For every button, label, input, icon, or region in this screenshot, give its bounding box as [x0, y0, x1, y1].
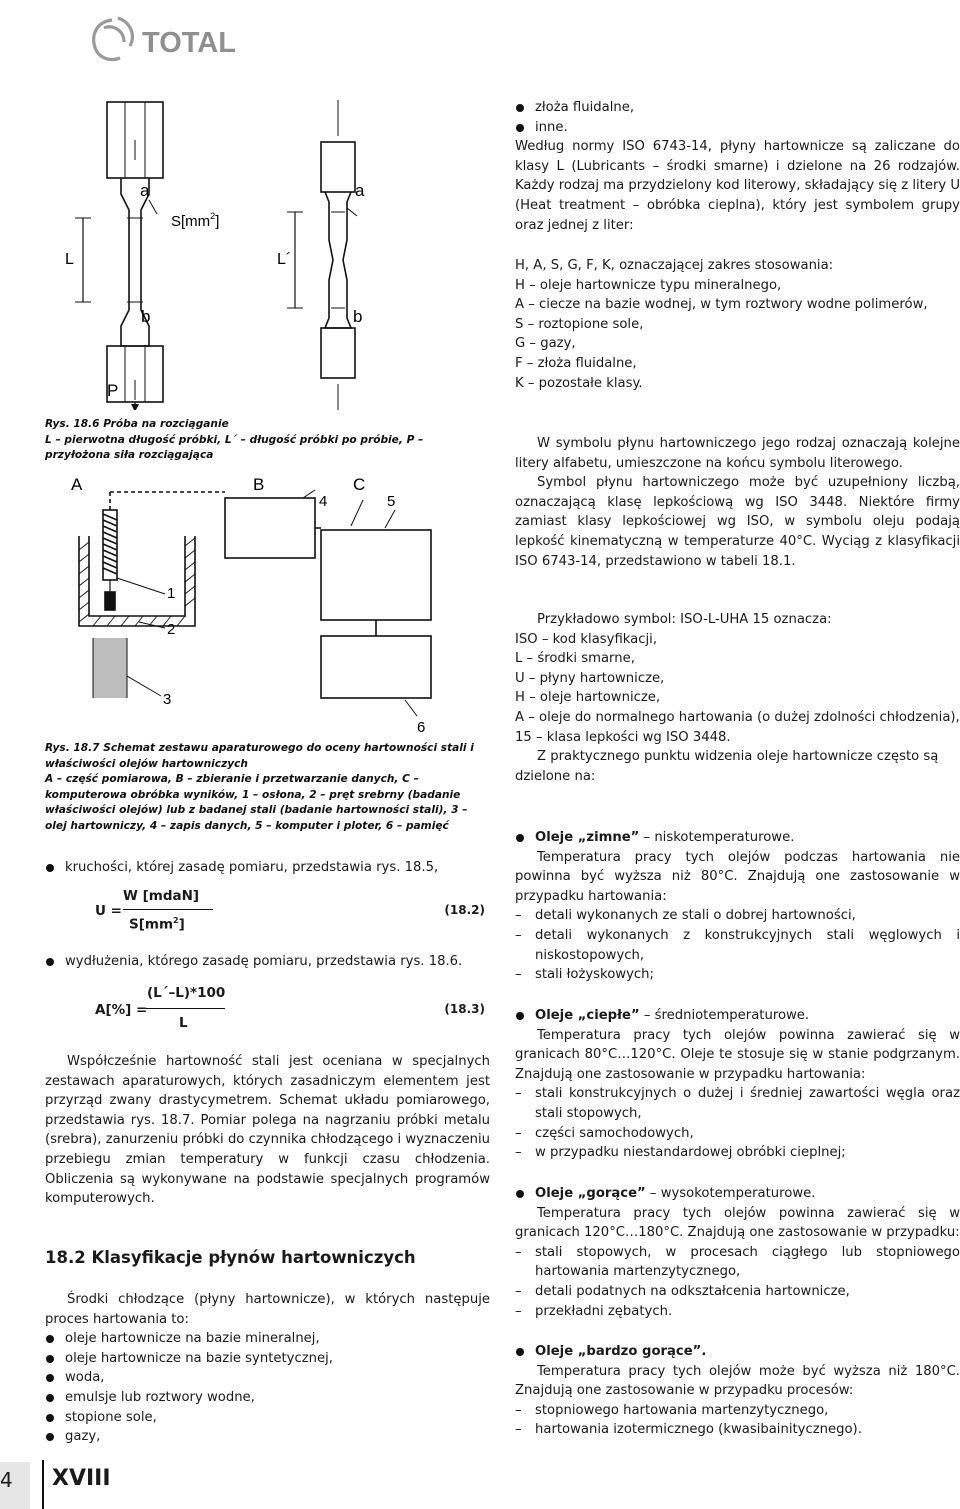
paragraph: H, A, S, G, F, K, oznaczającej zakres stosowania:: [515, 258, 834, 273]
oil-category-title: Oleje „ciepłe” – średniotemperaturowe.: [515, 1006, 960, 1026]
figure-tensile-test: [45, 100, 490, 410]
right-oils-warm: [515, 1006, 960, 1163]
label-s-unit: $S[mm^2]$: [171, 211, 220, 230]
list-item: – detali wykonanych ze stali o dobrej hartowności,: [515, 906, 960, 926]
caption-fig-18-7: [45, 741, 485, 835]
paragraph: Przykładowo symbol: ISO-L-UHA 15 oznacza:: [537, 612, 832, 627]
section-roman: XVIII: [52, 1466, 111, 1491]
paragraph: Symbol płynu hartowniczego może być uzupełniony liczbą, oznaczającą klasę lepkościową wg ISO 3448. Niektóre firmy zamiast klasy lepkościowej wg ISO, w symbolu oleju podają lepkość kinematyczną w temperaturze 40°C. Wyciąg z klasyfikacji ISO 6743-14, przedstawiono w tabeli 18.1.: [515, 475, 960, 569]
list-item: oleje hartownicze na bazie mineralnej,: [45, 1329, 490, 1349]
total-logo-icon: [84, 14, 274, 66]
oil-category-title: Oleje „bardzo gorące”.: [515, 1342, 960, 1362]
equation-18-2: [95, 888, 485, 938]
page-number: 4: [0, 1468, 13, 1492]
label-4: 4: [319, 493, 328, 510]
label-a-left: a: [140, 181, 150, 200]
label-3: 3: [163, 691, 172, 708]
list-item: L – środki smarne,: [515, 651, 635, 667]
paragraph: Temperatura pracy tych olejów powinna zawierać się w granicach 120°C…180°C. Znajdują one zastosowanie w przypadku:: [515, 1205, 960, 1241]
eq-numerator: W [mdaN]: [123, 888, 200, 904]
label-L: L: [65, 251, 74, 268]
oil-category-title: Oleje „zimne” – niskotemperaturowe.: [515, 828, 960, 848]
left-bullet-wydluzenia: [45, 952, 490, 972]
left-quench-list: [45, 1290, 490, 1447]
right-oils-cold: [515, 828, 960, 985]
list-item: emulsje lub roztwory wodne,: [45, 1388, 490, 1408]
eq-numerator: (L´–L)*100: [147, 985, 226, 1001]
list-item: G – gazy,: [515, 336, 576, 352]
caption-title: Rys. 18.6 Próba na rozciąganie: [45, 418, 229, 430]
list-item: – stali łożyskowych;: [515, 965, 960, 985]
caption-fig-18-6: [45, 417, 485, 464]
list-item: H – oleje hartownicze typu mineralnego,: [515, 277, 782, 293]
list-item: – detali wykonanych z konstrukcyjnych stali węglowych i niskostopowych,: [515, 926, 960, 965]
list-item: H – oleje hartownicze,: [515, 690, 661, 706]
paragraph: Z praktycznego punktu widzenia oleje hartownicze często są dzielone na:: [515, 749, 939, 784]
paragraph: Temperatura pracy tych olejów może być wyższa niż 180°C. Znajdują one zastosowanie w przypadku procesów:: [515, 1363, 960, 1399]
label-A: A: [71, 475, 83, 494]
list-item: – części samochodowych,: [515, 1124, 960, 1144]
caption-body: A – część pomiarowa, B – zbieranie i przetwarzanie danych, C – komputerowa obróbka wyników, 1 – osłona, 2 – pręt srebrny (badanie właściwości olejów) lub z badanej stali (badanie hartowności stali), 3 – olej hartowniczy, 4 – zapis danych, 5 – komputer i ploter, 6 – pamięć: [45, 773, 468, 832]
label-b-right: b: [353, 307, 363, 326]
paragraph: Według normy ISO 6743-14, płyny hartownicze są zaliczane do klasy L (Lubricants – środki smarne) i dzielone na 26 rodzajów. Każdy rodzaj ma przydzielony kod literowy, składający się z litery U (Heat treatment – obróbka cieplna), który jest symbolem grupy oraz jednej z liter:: [515, 139, 960, 233]
label-P: P: [107, 381, 119, 400]
paragraph: Temperatura pracy tych olejów podczas hartowania nie powinna być wyższa niż 80°C. Znajdują one zastosowanie w przypadku hartowania:: [515, 849, 960, 904]
caption-title: Rys. 18.7 Schemat zestawu aparaturowego do oceny hartowności stali i właściwości olejów hartowniczych: [45, 742, 474, 770]
eq-lhs: U =: [95, 903, 122, 919]
list-item: stopione sole,: [45, 1408, 490, 1428]
list-item: – hartowania izotermicznego (kwasibainitycznego).: [515, 1420, 960, 1440]
paragraph: Środki chłodzące (płyny hartownicze), w których następuje proces hartowania to:: [45, 1292, 490, 1327]
label-1: 1: [167, 585, 176, 602]
list-item: – w przypadku niestandardowej obróbki cieplnej;: [515, 1143, 960, 1163]
eq-denominator: $S[mm^2]$: [129, 916, 185, 933]
label-5: 5: [387, 493, 396, 510]
list-item: – stali stopowych, w procesach ciągłego lub stopniowego hartowania martenzytycznego,: [515, 1243, 960, 1282]
right-letter-codes: [515, 256, 960, 393]
paragraph: Temperatura pracy tych olejów powinna zawierać się w granicach 80°C…120°C. Oleje te stosuje się w stanie podgrzanym. Znajdują one zastosowanie w przypadku hartowania:: [515, 1027, 960, 1082]
label-L-prime: L´: [277, 251, 292, 268]
right-example: [515, 610, 960, 786]
oil-category-title: Oleje „gorące” – wysokotemperaturowe.: [515, 1184, 960, 1204]
equation-18-3: [95, 985, 485, 1035]
left-bullet-kruchosci: [45, 858, 490, 878]
eq-fraction-bar: [123, 909, 213, 910]
brand-logo: [84, 14, 274, 66]
list-item: kruchości, której zasadę pomiaru, przedstawia rys. 18.5,: [45, 858, 490, 878]
list-item: oleje hartownicze na bazie syntetycznej,: [45, 1349, 490, 1369]
eq-number: (18.3): [444, 1002, 485, 1016]
label-B: B: [253, 475, 265, 494]
list-item: – stopniowego hartowania martenzytycznego,: [515, 1401, 960, 1421]
paragraph: W symbolu płynu hartowniczego jego rodzaj oznaczają kolejne litery alfabetu, umieszczone na końcu symbolu literowego.: [515, 436, 960, 471]
heading-18-2: 18.2 Klasyfikacje płynów hartowniczych: [45, 1248, 416, 1267]
list-item: F – złoża fluidalne,: [515, 355, 637, 371]
right-symbol-paragraphs: [515, 434, 960, 571]
left-paragraph-drastycymetr: [45, 1052, 490, 1209]
label-6: 6: [417, 719, 426, 736]
label-2: 2: [167, 621, 176, 638]
list-item: ISO – kod klasyfikacji,: [515, 631, 658, 647]
list-item: A – ciecze na bazie wodnej, w tym roztwory wodne polimerów,: [515, 297, 928, 313]
eq-fraction-bar: [145, 1008, 225, 1009]
list-item: U – płyny hartownicze,: [515, 670, 665, 686]
right-oils-very-hot: [515, 1342, 960, 1440]
list-item: K – pozostałe klasy.: [515, 375, 643, 391]
list-item: S – roztopione sole,: [515, 316, 644, 332]
section-heading: [45, 1248, 490, 1267]
right-oils-hot: [515, 1184, 960, 1321]
list-item: 15 – klasa lepkości wg ISO 3448.: [515, 729, 731, 745]
list-item: – detali podatnych na odkształcenia hartownicze,: [515, 1282, 960, 1302]
figure-measurement-setup: [45, 470, 490, 740]
list-item: – stali konstrukcyjnych o dużej i średniej zawartości węgla oraz stali stopowych,: [515, 1084, 960, 1123]
list-item: inne.: [515, 118, 960, 138]
eq-denominator: L: [179, 1015, 188, 1031]
right-intro: [515, 98, 960, 235]
label-C: C: [353, 475, 366, 494]
list-item: złoża fluidalne,: [515, 98, 960, 118]
label-a-right: a: [355, 181, 365, 200]
list-item: woda,: [45, 1368, 490, 1388]
caption-body: L – pierwotna długość próbki, L´ – długość próbki po próbie, P – przyłożona siła rozciągająca: [45, 433, 424, 462]
list-item: wydłużenia, którego zasadę pomiaru, przedstawia rys. 18.6.: [45, 952, 490, 972]
eq-number: (18.2): [444, 903, 485, 917]
paragraph: Współcześnie hartowność stali jest oceniana w specjalnych zestawach aparaturowych, których zasadniczym elementem jest przyrząd zwany drastycymetrem. Schemat układu pomiarowego, przedstawia rys. 18.7. Pomiar polega na nagrzaniu próbki metalu (srebra), zanurzeniu próbki do czynnika chłodzącego i wyznaczeniu przebiegu zmian temperatury w funkcji czasu chłodzenia. Obliczenia są wykonywane na podstawie specjalnych programów komputerowych.: [45, 1054, 490, 1207]
logo-text: TOTAL: [142, 27, 236, 59]
list-item: – przekładni zębatych.: [515, 1302, 960, 1322]
footer-divider: [42, 1460, 44, 1509]
list-item: gazy,: [45, 1427, 490, 1447]
list-item: A – oleje do normalnego hartowania (o dużej zdolności chłodzenia),: [515, 709, 960, 725]
eq-lhs: A[%] =: [95, 1002, 148, 1018]
label-b-left: b: [141, 307, 151, 326]
